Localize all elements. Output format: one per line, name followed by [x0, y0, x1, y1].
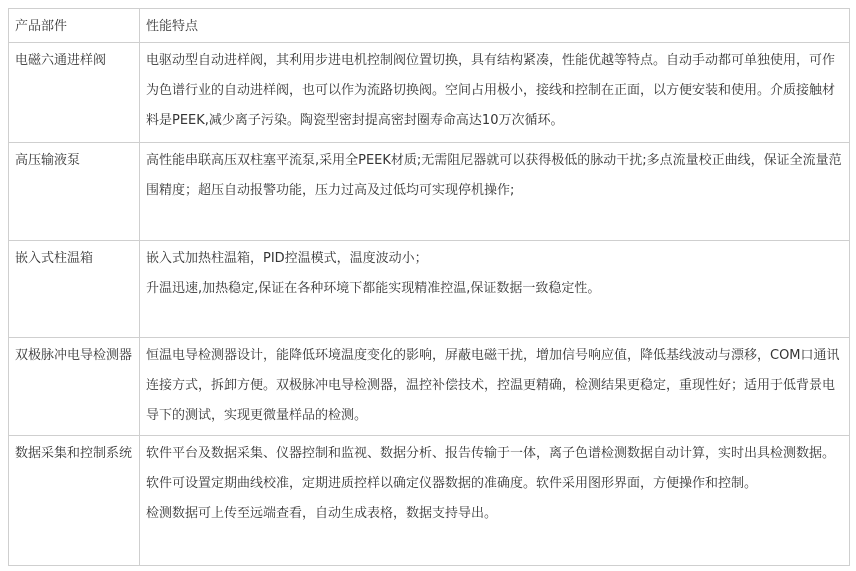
features-cell [140, 241, 850, 338]
part-cell: 嵌入式柱温箱 [9, 241, 140, 338]
features-text: 软件平台及数据采集、仪器控制和监视、数据分析、报告传输于一体，离子色谱检测数据自动计算，实时出具检测数据。 [146, 446, 836, 461]
spec-table [8, 8, 850, 566]
features-text: 升温迅速,加热稳定,保证在各种环境下都能实现精准控温,保证数据一致稳定性。 [146, 281, 601, 296]
features-cell [140, 143, 850, 241]
header-row [9, 9, 850, 43]
table-row [9, 43, 850, 143]
table-row [9, 436, 850, 566]
part-cell: 数据采集和控制系统 [9, 436, 140, 566]
features-text: 嵌入式加热柱温箱，PID控温模式，温度波动小； [146, 251, 428, 266]
features-text: 软件可设置定期曲线校准，定期进质控样以确定仪器数据的准确度。软件采用图形界面，方便操作和控制。 [146, 476, 758, 491]
features-cell [140, 338, 850, 436]
header-cell-features: 性能特点 [140, 9, 850, 43]
features-cell [140, 43, 850, 143]
features-text: 检测数据可上传至远端查看，自动生成表格，数据支持导出。 [146, 506, 498, 521]
features-cell [140, 436, 850, 566]
table-row [9, 143, 850, 241]
features-text: 恒温电导检测器设计，能降低环境温度变化的影响，屏蔽电磁干扰，增加信号响应值，降低基线波动与漂移，COM口通讯连接方式，拆卸方便。双极脉冲电导检测器，温控补偿技术，控温更精确，检测结果更稳定，重现性好；适用于低背景电导下的测试，实现更微量样品的检测。 [146, 348, 840, 423]
part-cell: 高压输液泵 [9, 143, 140, 241]
part-cell: 双极脉冲电导检测器 [9, 338, 140, 436]
table-row [9, 241, 850, 338]
header-cell-part: 产品部件 [9, 9, 140, 43]
part-cell: 电磁六通进样阀 [9, 43, 140, 143]
features-text: 高性能串联高压双柱塞平流泵,采用全PEEK材质;无需阻尼器就可以获得极低的脉动干扰;多点流量校正曲线，保证全流量范围精度；超压自动报警功能，压力过高及过低均可实现停机操作; [146, 153, 842, 198]
table-row [9, 338, 850, 436]
features-text: 电驱动型自动进样阀，其利用步进电机控制阀位置切换，具有结构紧凑，性能优越等特点。自动手动都可单独使用，可作为色谱行业的自动进样阀，也可以作为流路切换阀。空间占用极小，接线和控制在正面，以方便安装和使用。介质接触材料是PEEK,减少离子污染。陶瓷型密封提高密封圈寿命高达10万次循环。 [146, 53, 836, 128]
